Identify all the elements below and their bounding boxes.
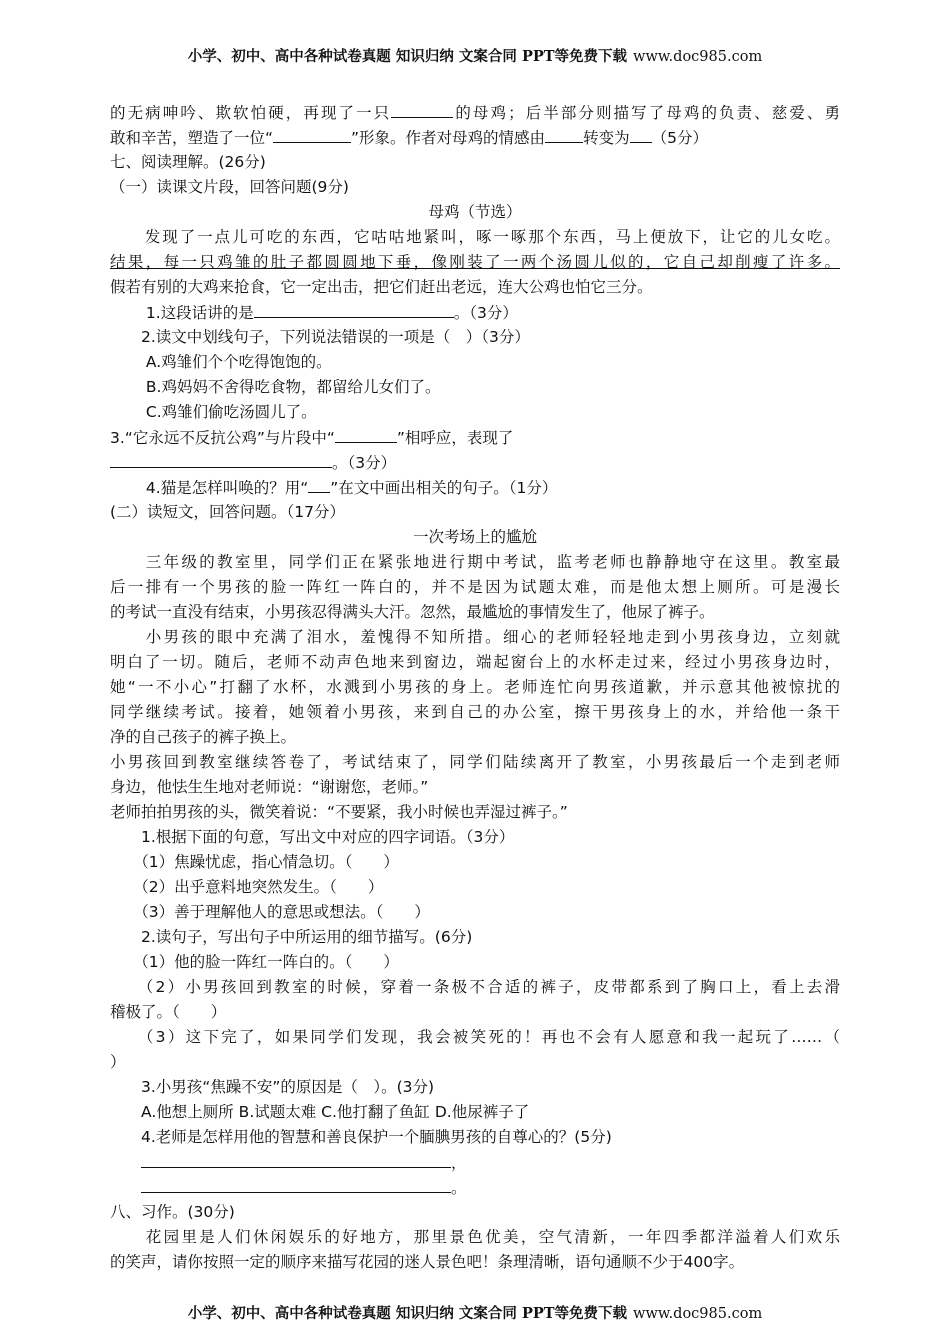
text-segment: 结果，每一只鸡雏的肚子都圆圆地下垂，像刚装了一两个汤圆儿似的，它自己却削瘦了许多。 — [110, 253, 840, 271]
text-line — [110, 950, 840, 975]
text-segment: （2）小男孩回到教室的时候，穿着一条极不合适的裤子，皮带都系到了胸口上，看上去滑 — [110, 978, 840, 996]
text-segment: 身边，他怯生生地对老师说：“谢谢您，老师。” — [110, 778, 429, 796]
text-line — [110, 575, 840, 600]
section-title — [110, 200, 840, 225]
text-line — [110, 1075, 840, 1100]
text-segment: 敢和辛苦，塑造了一位“ — [110, 129, 274, 147]
text-line — [110, 225, 840, 250]
text-segment: 明白了一切。随后，老师不动声色地来到窗边，端起窗台上的水杯走过来，经过小男孩身边时， — [110, 653, 840, 671]
text-segment: 3.“它永远不反抗公鸡”与片段中“ — [110, 429, 335, 447]
text-segment: ”在文中画出相关的句子。（1分） — [330, 479, 558, 497]
text-segment: 小男孩的眼中充满了泪水，羞愧得不知所措。细心的老师轻轻地走到小男孩身边，立刻就 — [110, 628, 840, 646]
text-segment: ”相呼应，表现了 — [396, 429, 514, 447]
text-line — [110, 775, 840, 800]
text-segment: 母鸡（节选） — [428, 203, 522, 221]
text-segment: ”形象。作者对母鸡的情感由 — [351, 129, 546, 147]
text-line — [110, 125, 840, 150]
text-line — [110, 275, 840, 300]
text-line — [110, 175, 840, 200]
text-segment: 她“一不小心”打翻了水杯，水溅到小男孩的身上。老师连忙向男孩道歉，并示意其他被惊扰的 — [110, 678, 840, 696]
text-line — [110, 1100, 840, 1125]
text-line — [110, 900, 840, 925]
text-segment: C.鸡雏们偷吃汤圆儿了。 — [110, 403, 317, 421]
text-segment: 。 — [451, 1179, 467, 1197]
text-line — [110, 550, 840, 575]
section-title — [110, 525, 840, 550]
text-segment: 发现了一点儿可吃的东西，它咕咕地紧叫，啄一啄那个东西，马上便放下，让它的儿女吃。 — [110, 228, 840, 246]
answer-blank — [335, 425, 397, 443]
text-segment: （3）这下完了，如果同学们发现，我会被笑死的！再也不会有人愿意和我一起玩了……（ — [110, 1028, 840, 1046]
exam-content — [110, 100, 840, 1275]
text-line — [110, 725, 840, 750]
text-segment: ） — [110, 1053, 126, 1071]
header-title: 小学、初中、高中各种试卷真题 知识归纳 文案合同 PPT等免费下载 — [187, 48, 628, 65]
answer-blank — [391, 100, 453, 118]
text-segment: 1.根据下面的句意，写出文中对应的四字词语。（3分） — [110, 828, 515, 846]
text-line — [110, 625, 840, 650]
answer-blank — [141, 1175, 451, 1193]
text-line — [110, 1150, 840, 1175]
text-line — [110, 1225, 840, 1250]
text-line — [110, 1050, 840, 1075]
page-footer — [0, 1302, 950, 1323]
text-segment: （1）他的脸一阵红一阵白的。（ ） — [110, 953, 399, 971]
footer-title: 小学、初中、高中各种试卷真题 知识归纳 文案合同 PPT等免费下载 — [187, 1305, 628, 1322]
text-segment: 4.老师是怎样用他的智慧和善良保护一个腼腆男孩的自尊心的？(5分) — [110, 1128, 612, 1146]
text-line — [110, 300, 840, 325]
text-line — [110, 450, 840, 475]
text-segment: 稽极了。（ ） — [110, 1003, 227, 1021]
text-segment: 花园里是人们休闲娱乐的好地方，那里景色优美，空气清新，一年四季都洋溢着人们欢乐 — [110, 1228, 840, 1246]
answer-blank — [545, 125, 583, 143]
text-line — [110, 975, 840, 1000]
text-segment: 八、习作。(30分) — [110, 1203, 235, 1221]
text-segment: 3.小男孩“焦躁不安”的原因是（ ）。(3分) — [110, 1078, 435, 1096]
text-line — [110, 925, 840, 950]
text-line — [110, 700, 840, 725]
text-segment: 。（3分） — [453, 304, 518, 322]
text-segment: 净的自己孩子的裤子换上。 — [110, 728, 297, 746]
text-segment: （3）善于理解他人的意思或想法。（ ） — [110, 903, 430, 921]
page-header — [0, 45, 950, 66]
text-line — [110, 1125, 840, 1150]
text-segment: 一次考场上的尴尬 — [412, 528, 537, 546]
text-line — [110, 475, 840, 500]
text-segment: （2）出乎意料地突然发生。（ ） — [110, 878, 384, 896]
text-segment: （1）焦躁忧虑，指心情急切。（ ） — [110, 853, 399, 871]
text-segment: B.鸡妈妈不舍得吃食物，都留给儿女们了。 — [110, 378, 441, 396]
text-line — [110, 1025, 840, 1050]
text-line — [110, 425, 840, 450]
text-line — [110, 600, 840, 625]
answer-blank — [273, 125, 351, 143]
text-segment: 同学继续考试。接着，她领着小男孩，来到自己的办公室，擦干男孩身上的水，并给他一条干 — [110, 703, 840, 721]
text-segment: （一）读课文片段，回答问题(9分) — [110, 178, 349, 196]
text-segment: 1.这段话讲的是 — [110, 304, 254, 322]
answer-blank — [110, 450, 332, 468]
footer-url: www.doc985.com — [633, 1306, 763, 1322]
text-segment: A.他想上厕所 B.试题太难 C.他打翻了鱼缸 D.他尿裤子了 — [110, 1103, 530, 1121]
text-line — [110, 825, 840, 850]
answer-blank — [308, 475, 330, 493]
text-segment: 2.读文中划线句子，下列说法错误的一项是（ ）（3分） — [110, 328, 530, 346]
answer-blank — [141, 1150, 451, 1168]
text-line — [110, 675, 840, 700]
text-segment: ， — [451, 1154, 467, 1172]
header-url: www.doc985.com — [633, 49, 763, 65]
text-segment: 后一排有一个男孩的脸一阵红一阵白的，并不是因为试题太难，而是他太想上厕所。可是漫长 — [110, 578, 840, 596]
text-line — [110, 1200, 840, 1225]
text-segment: 的笑声，请你按照一定的顺序来描写花园的迷人景色吧！条理清晰，语句通顺不少于400字。 — [110, 1253, 745, 1271]
text-segment: 转变为 — [583, 129, 630, 147]
text-segment: 2.读句子，写出句子中所运用的细节描写。(6分) — [110, 928, 473, 946]
text-line — [110, 375, 840, 400]
text-segment — [110, 1179, 141, 1197]
text-line — [110, 875, 840, 900]
text-line — [110, 750, 840, 775]
text-segment: 七、阅读理解。(26分) — [110, 153, 266, 171]
text-segment: 4.猫是怎样叫唤的？用“ — [110, 479, 309, 497]
text-line — [110, 250, 840, 275]
text-line — [110, 325, 840, 350]
text-segment: （5分） — [651, 129, 708, 147]
text-segment: 。（3分） — [332, 454, 397, 472]
text-segment: 的母鸡；后半部分则描写了母鸡的负责、慈爱、勇 — [453, 104, 840, 122]
text-segment: 假若有别的大鸡来抢食，它一定出击，把它们赶出老远，连大公鸡也怕它三分。 — [110, 278, 653, 296]
text-segment: 老师拍拍男孩的头，微笑着说：“不要紧，我小时候也弄湿过裤子。” — [110, 803, 568, 821]
text-line — [110, 500, 840, 525]
text-line — [110, 850, 840, 875]
text-line — [110, 150, 840, 175]
text-line — [110, 100, 840, 125]
text-segment: 三年级的教室里，同学们正在紧张地进行期中考试，监考老师也静静地守在这里。教室最 — [110, 553, 840, 571]
answer-blank — [630, 125, 652, 143]
text-line — [110, 1000, 840, 1025]
text-line — [110, 1175, 840, 1200]
text-line — [110, 800, 840, 825]
text-line — [110, 1250, 840, 1275]
text-segment: 的无病呻吟、欺软怕硬，再现了一只 — [110, 104, 392, 122]
text-segment — [110, 1154, 141, 1172]
answer-blank — [254, 300, 454, 318]
text-segment: 的考试一直没有结束，小男孩忍得满头大汗。忽然，最尴尬的事情发生了，他尿了裤子。 — [110, 603, 715, 621]
text-line — [110, 350, 840, 375]
text-segment: A.鸡雏们个个吃得饱饱的。 — [110, 353, 332, 371]
text-segment: (二）读短文，回答问题。（17分） — [110, 503, 346, 521]
text-segment: 小男孩回到教室继续答卷了，考试结束了，同学们陆续离开了教室，小男孩最后一个走到老师 — [110, 753, 840, 771]
text-line — [110, 650, 840, 675]
text-line — [110, 400, 840, 425]
